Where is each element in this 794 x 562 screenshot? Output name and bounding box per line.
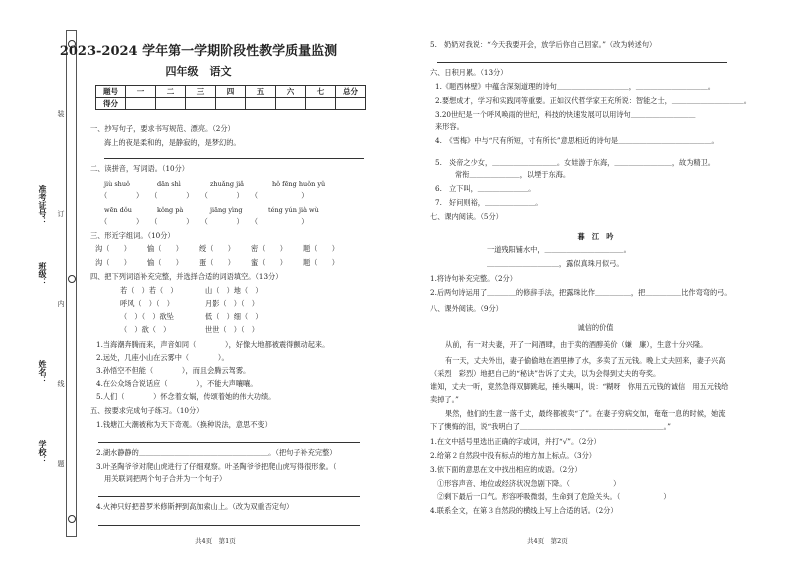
copy-line[interactable] [104, 150, 364, 159]
cut-mark: 线 [57, 380, 65, 387]
poem-question: 2.要想成才，学习和实践同等重要。正如汉代哲学家王充所说：智能之士，＿＿＿＿＿＿＿＿＿＿。 [435, 96, 751, 105]
section-8-heading: 八、课外阅读。（9分） [430, 304, 503, 313]
binding-strip [66, 30, 77, 537]
word-pair: 密（ ） [251, 244, 287, 253]
sentence-question: 2.湖水静静的＿＿＿＿＿＿＿＿＿＿＿＿＿＿＿＿＿＿。（把句子补充完整） [96, 448, 337, 457]
binding-margin [0, 0, 90, 562]
cut-mark: 题 [57, 460, 65, 467]
reading-question: 2.给第２自然段中没有标点的地方加上标点。（3分） [430, 451, 596, 460]
section-7-heading: 七、课内阅读。（5分） [430, 212, 503, 221]
score-cell[interactable] [306, 98, 336, 110]
section-4-heading: 四、把下列词语补充完整，并选择合适的词语填空。（13分） [90, 272, 283, 281]
section-1-heading: 一、抄写句子，要求书写规范、漂亮。（2分） [90, 124, 235, 133]
reading-question: ①形容声音、地位或经济状况急剧下降。（ ） [437, 479, 621, 488]
sentence-question: 用关联词把两个句子合并为一个句子） [104, 474, 227, 483]
reading-question: 3.依下面的意思在文中找出相应的成语。（2分） [430, 465, 582, 474]
pinyin: kǒng pà [157, 206, 184, 214]
poem-question: 1.《题西林壁》中蕴含深刻道理的诗句＿＿＿＿＿＿＿＿＿＿，＿＿＿＿＿＿＿＿＿＿。 [435, 82, 715, 91]
idiom-blank[interactable]: （ ）（ ）欲坠 [120, 312, 174, 321]
pinyin: wēn dǒu [104, 206, 132, 214]
score-header-cell: 总分 [336, 86, 366, 98]
class-label: 班级： [38, 262, 48, 286]
name-label: 姓名： [38, 360, 48, 384]
article-paragraph: 有一天，丈夫外出，妻子偷偷地在酒里掺了水，多卖了五元钱。晚上丈夫回来，妻子兴高 [445, 356, 726, 365]
pinyin: jiāng yìng [210, 206, 243, 214]
word-pair: 愉（ ） [147, 258, 183, 267]
word-pair: 题（ ） [303, 258, 339, 267]
score-header-cell: 三 [186, 86, 216, 98]
idiom-blank[interactable]: 呼风（ ）（ ） [120, 299, 174, 308]
cut-mark: 装 [57, 110, 65, 117]
reading-question: 2.后两句诗运用了＿＿＿＿的修辞手法，把露珠比作＿＿＿＿＿，把＿＿＿＿＿比作弯弯的弓。 [430, 288, 732, 297]
section-3-heading: 三、形近字组词。（10分） [90, 231, 175, 240]
reading-question: 1.将诗句补充完整。（2分） [430, 274, 517, 283]
answer-brackets[interactable]: （ ） （ ） （ ） （ ） [100, 191, 309, 200]
fill-question: 4.在公众场合说话应（ ），不能大声嚷嚷。 [96, 379, 258, 388]
score-cell[interactable] [276, 98, 306, 110]
poem-question: 5. 炎帝之少女，＿＿＿＿＿＿＿＿＿。女娃游于东海，＿＿＿＿＿＿＿＿，故为精卫。 [435, 158, 715, 167]
binding-hole [68, 275, 76, 283]
poem-question: 3.20世纪是一个呼风唤雨的世纪，科技的快速发展可以用诗句＿＿＿＿＿＿＿＿＿ [435, 110, 696, 119]
reading-question: 4.联系全文，在第３自然段的横线上写上合适的话。（2分） [430, 506, 618, 515]
score-cell[interactable] [126, 98, 156, 110]
score-header-cell: 五 [246, 86, 276, 98]
score-cell[interactable] [156, 98, 186, 110]
score-header-cell: 四 [216, 86, 246, 98]
score-header-cell: 二 [156, 86, 186, 98]
copy-sentence: 海上的夜是柔和的，是静寂的，是梦幻的。 [104, 138, 241, 147]
poem-question: 4. 《雪梅》中与“尺有所短，寸有所长”意思相近的诗句是＿＿＿＿＿＿＿＿＿＿＿＿＿。 [435, 136, 719, 145]
idiom-blank[interactable]: 世世（ ）（ ） [205, 325, 259, 334]
exam-title: 2023-2024 学年第一学期阶段性教学质量监测 [59, 44, 338, 59]
idiom-blank[interactable]: 月影（ ）（ ） [205, 299, 259, 308]
answer-line[interactable] [98, 434, 360, 443]
poem-line: 一道残阳铺水中，＿＿＿＿＿＿＿＿＿＿＿。 [487, 245, 631, 254]
poem-question: 7. 好问则裕，＿＿＿＿＿＿＿。 [435, 198, 543, 207]
answer-line[interactable] [98, 488, 360, 497]
section-2-heading: 二、读拼音，写词语。（10分） [90, 164, 189, 173]
word-pair: 题（ ） [303, 244, 339, 253]
reading-question: ②剩下最后一口气。形容呼吸微弱，生命到了危险关头。（ ） [437, 492, 671, 501]
pinyin: hǒ fēng huǒn yǔ [272, 180, 326, 188]
article-paragraph: 卖掉了。” [430, 395, 459, 404]
word-pair: 蜜（ ） [251, 258, 287, 267]
score-cell[interactable] [186, 98, 216, 110]
fill-question: 2.远处，几座小山在云雾中（ ）。 [96, 353, 229, 362]
page-footer: 共4页 第2页 [527, 537, 568, 545]
cut-mark: 内 [57, 300, 65, 307]
article-paragraph: 果然，他们的生意一落千丈，最终都被卖“了”。在妻子穷病交加，奄奄一息的时候，她流 [445, 409, 726, 418]
answer-line[interactable] [98, 517, 360, 526]
poem-question: 来形容。 [435, 122, 464, 131]
idiom-blank[interactable]: 若（ ）若（ ） [120, 286, 178, 295]
article-title: 诚信的价值 [577, 323, 614, 332]
poem-title: 暮 江 吟 [577, 232, 614, 241]
score-header-cell: 题号 [96, 86, 126, 98]
binding-hole [68, 515, 76, 523]
exam-no-label: 准考证号： [38, 185, 48, 225]
fill-question: 3.孙悟空不但能（ ），而且会腾云驾雾。 [96, 366, 251, 375]
exam-subtitle: 四年级 语文 [165, 65, 232, 78]
article-paragraph: 从前，有一对夫妻，开了一间酒肆，由于卖的酒醇美价（嫌 廉），生意十分兴隆。 [445, 340, 708, 349]
sentence-question: 1.钱塘江大潮被称为天下奇观。（换种说法，意思不变） [96, 420, 272, 429]
word-pair: 沟（ ） [95, 244, 131, 253]
score-cell[interactable] [336, 98, 366, 110]
answer-brackets[interactable]: （ ） （ ） （ ） （ ） [100, 217, 309, 226]
article-paragraph: 下了懊悔的泪，说“我明白了＿＿＿＿＿＿＿＿＿＿＿＿＿＿＿＿＿＿＿＿。” [430, 422, 671, 431]
pinyin: dān shì [157, 180, 181, 188]
poem-question: 常衔＿＿＿＿＿＿＿，以堙于东海。 [455, 170, 571, 179]
score-header-cell: 七 [306, 86, 336, 98]
pinyin: téng yún jià wù [268, 206, 319, 214]
section-6-heading: 六、日积月累。（13分） [430, 68, 508, 77]
score-cell[interactable] [216, 98, 246, 110]
word-pair: 沟（ ） [95, 258, 131, 267]
exam-page-2 [397, 0, 794, 562]
word-pair: 蛋（ ） [199, 258, 235, 267]
sentence-question: 5. 奶奶对我说：“今天我要开会，放学后你自己回家。”（改为转述句） [430, 40, 657, 49]
reading-question: 1.在文中括号里选出正确的字或词，并打“√”。（2分） [430, 437, 601, 446]
section-5-heading: 五、按要求完成句子练习。（10分） [90, 406, 204, 415]
score-header-cell: 六 [276, 86, 306, 98]
idiom-blank[interactable]: 低（ ）细（ ） [205, 312, 263, 321]
article-paragraph: （采烈 彩烈）地把自己的“秘诀”告诉了丈夫，以为会得到丈夫的夸奖。 [430, 369, 661, 378]
idiom-blank[interactable]: （ ）欲（ ） [120, 325, 171, 334]
sentence-question: 4.火神只好把普罗米修斯押到高加索山上。（改为双重否定句） [96, 502, 294, 511]
poem-question: 6. 立下叫，＿＿＿＿＿＿＿。 [435, 184, 536, 193]
cut-mark: 订 [57, 210, 65, 217]
page-footer: 共4页 第1页 [195, 537, 236, 545]
pinyin: jiù shuǒ [104, 180, 130, 188]
school-label: 学校： [38, 440, 48, 464]
poem-line: ＿＿＿＿＿＿＿＿＿＿，露似真珠月似弓。 [487, 259, 624, 268]
article-paragraph: 谁知，丈夫一听，竟然急得双脚跳起，捶头嚷叫，说：“糊呀 你用五元钱的诚信 用五元钱给 [430, 382, 729, 391]
score-cell[interactable] [246, 98, 276, 110]
word-pair: 愉（ ） [147, 244, 183, 253]
word-pair: 绶（ ） [199, 244, 235, 253]
sentence-question: 3.叶圣陶爷爷对爬山虎进行了仔细观察。叶圣陶爷爷把爬山虎写得很形象。（ [96, 462, 337, 471]
score-table [95, 85, 366, 110]
score-row-label: 得分 [96, 98, 126, 110]
fill-question: 5.人们（ ）怀念着女娲，传颂着她的伟大功绩。 [96, 392, 276, 401]
pinyin: zhuǎng jiǎ [210, 180, 245, 188]
score-header-cell: 一 [126, 86, 156, 98]
answer-line[interactable] [437, 54, 727, 63]
idiom-blank[interactable]: 山（ ）地（ ） [205, 286, 263, 295]
fill-question: 1.当海潮奔腾而来，声音如同（ ），好像大地都被震得颤动起来。 [96, 340, 330, 349]
